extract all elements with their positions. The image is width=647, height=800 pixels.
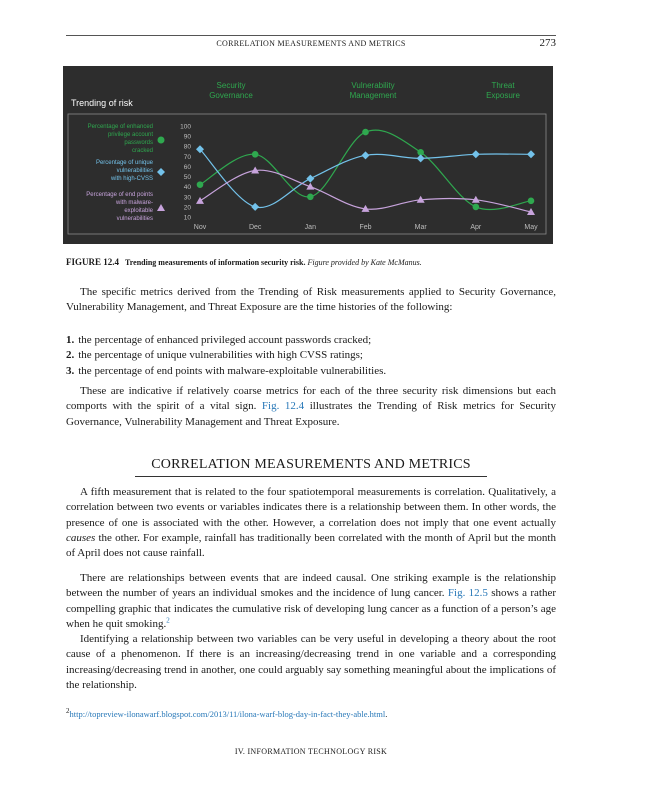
x-tick-label: May — [524, 224, 538, 231]
metrics-list — [66, 333, 556, 379]
x-tick-label: Nov — [193, 224, 207, 231]
category-header-1: Security — [216, 81, 246, 90]
y-tick-label: 80 — [183, 143, 191, 151]
figure-caption — [66, 257, 556, 267]
panel-title: Trending of risk — [71, 98, 133, 108]
x-tick-label: Apr — [470, 224, 482, 231]
legend-label: with high-CVSS — [110, 176, 153, 182]
data-point — [473, 204, 480, 211]
footnote-link[interactable]: http://topreview-ilonawarf.blogspot.com/2013/11/ilona-warf-blog-day-in-fact-they-able.html — [69, 709, 386, 719]
legend-circle-marker — [158, 137, 165, 144]
paragraph-3: A fifth measurement that is related to the four spatiotemporal measurements is correlation. Qualitatively, a correlation between two events or variables indicates there is a relationship between them. In other words, the presence of one is associated with the other. However, a correlation does not imply that one event actually causes the other. For example, rainfall has traditionally been correlated with the month of April but the month of April does not cause rainfall. — [66, 486, 556, 560]
data-point — [252, 151, 259, 158]
legend-triangle-marker — [157, 204, 165, 211]
data-point — [251, 203, 259, 211]
legend-label: Percentage of enhanced — [87, 124, 153, 130]
running-head: CORRELATION MEASUREMENTS AND METRICS — [216, 39, 406, 48]
header-rule — [66, 35, 556, 36]
category-header-2: Management — [349, 91, 397, 100]
legend-label: vulnerabilities — [116, 168, 153, 174]
footnote: $^2$http://topreview-ilonawarf.blogspot.com/2013/11/ilona-warf-blog-day-in-fact-they-able.html. — [66, 707, 388, 719]
legend-label: Percentage of end points — [86, 192, 153, 198]
legend-label: privilege account — [107, 132, 153, 138]
data-point — [362, 151, 370, 159]
paragraph-2: These are indicative if relatively coarse metrics for each of the three security risk dimensions but each comports with the spirit of a vital sign. Fig. 12.4 illustrates the Trending of Risk metrics for Security Governance, Vulnerability Management and Threat Exposure. — [66, 385, 556, 428]
y-tick-label: 60 — [183, 163, 191, 171]
paragraph-4: There are relationships between events that are indeed causal. One striking example is the relationship between the number of years an individual smokes and the incidence of lung cancer. Fig. 12.5 shows a rather compelling graphic that indicates the cumulative risk of developing lung cancer as a function of a person’s age when he quit smoking.$^2$ — [66, 572, 556, 630]
page-number: 273 — [539, 37, 556, 49]
x-tick-label: Jan — [304, 224, 316, 231]
category-header-3: Exposure — [486, 91, 520, 100]
legend-label: passwords — [124, 140, 153, 146]
y-tick-label: 20 — [183, 204, 191, 212]
y-tick-label: 40 — [183, 184, 191, 192]
data-point — [362, 129, 369, 136]
category-header-1: Governance — [209, 91, 253, 100]
category-header-2: Vulnerability — [351, 81, 395, 90]
list-item: 2. the percentage of unique vulnerabilities with high CVSS ratings; — [66, 349, 363, 362]
legend-label: cracked — [131, 148, 153, 154]
data-point — [306, 175, 314, 183]
figure-12-4 — [63, 66, 553, 244]
caption-title: Trending measurements of information security risk. — [125, 258, 306, 267]
data-point — [196, 197, 204, 204]
legend-label: exploitable — [124, 208, 153, 214]
figure-link-12-5[interactable]: Fig. 12.5 — [447, 587, 488, 600]
series-line-1 — [200, 130, 531, 209]
trending-risk-chart — [63, 66, 553, 244]
y-tick-label: 10 — [183, 214, 191, 222]
y-tick-label: 90 — [183, 133, 191, 141]
paragraph-1: The specific metrics derived from the Trending of Risk measurements applied to Security Governance, Vulnerability Management, and Threat Exposure are the time histories of the following: — [66, 286, 556, 314]
y-tick-label: 50 — [183, 174, 191, 182]
section-heading: CORRELATION MEASUREMENTS AND METRICS — [151, 457, 471, 472]
running-footer: IV. INFORMATION TECHNOLOGY RISK — [234, 747, 388, 756]
list-item: 1. the percentage of enhanced privileged account passwords cracked; — [66, 334, 372, 346]
caption-label: FIGURE 12.4 — [66, 257, 120, 267]
category-header-3: Threat — [491, 81, 515, 90]
x-tick-label: Dec — [248, 224, 262, 231]
data-point — [527, 150, 535, 158]
footnote-ref[interactable]: 2 — [166, 616, 170, 625]
data-point — [307, 193, 314, 200]
heading-rule — [135, 476, 487, 477]
data-point — [472, 150, 480, 158]
x-tick-label: Feb — [359, 224, 372, 231]
data-point — [197, 181, 204, 188]
legend-label: vulnerabilities — [116, 216, 153, 222]
y-tick-label: 30 — [183, 194, 191, 202]
list-item: 3. the percentage of end points with malware-exploitable vulnerabilities. — [66, 364, 387, 377]
paragraph-5: Identifying a relationship between two variables can be very useful in developing a theory about the root cause of a phenomenon. If there is an increasing/decreasing trend in one variable and a corresponding increasing/decreasing trend in another, one could arguably say something meaningful about the implications of the relationship. — [66, 633, 556, 691]
legend-label: with malware- — [115, 200, 153, 206]
figure-link-12-4[interactable]: Fig. 12.4 — [261, 400, 305, 413]
data-point — [417, 154, 425, 162]
legend-diamond-marker — [157, 168, 165, 176]
legend-label: Percentage of unique — [95, 160, 153, 166]
caption-credit: Figure provided by Kate McManus. — [307, 258, 422, 267]
x-tick-label: Mar — [414, 224, 427, 231]
data-point — [528, 198, 535, 205]
y-tick-label: 100 — [180, 123, 191, 131]
y-tick-label: 70 — [183, 153, 191, 161]
